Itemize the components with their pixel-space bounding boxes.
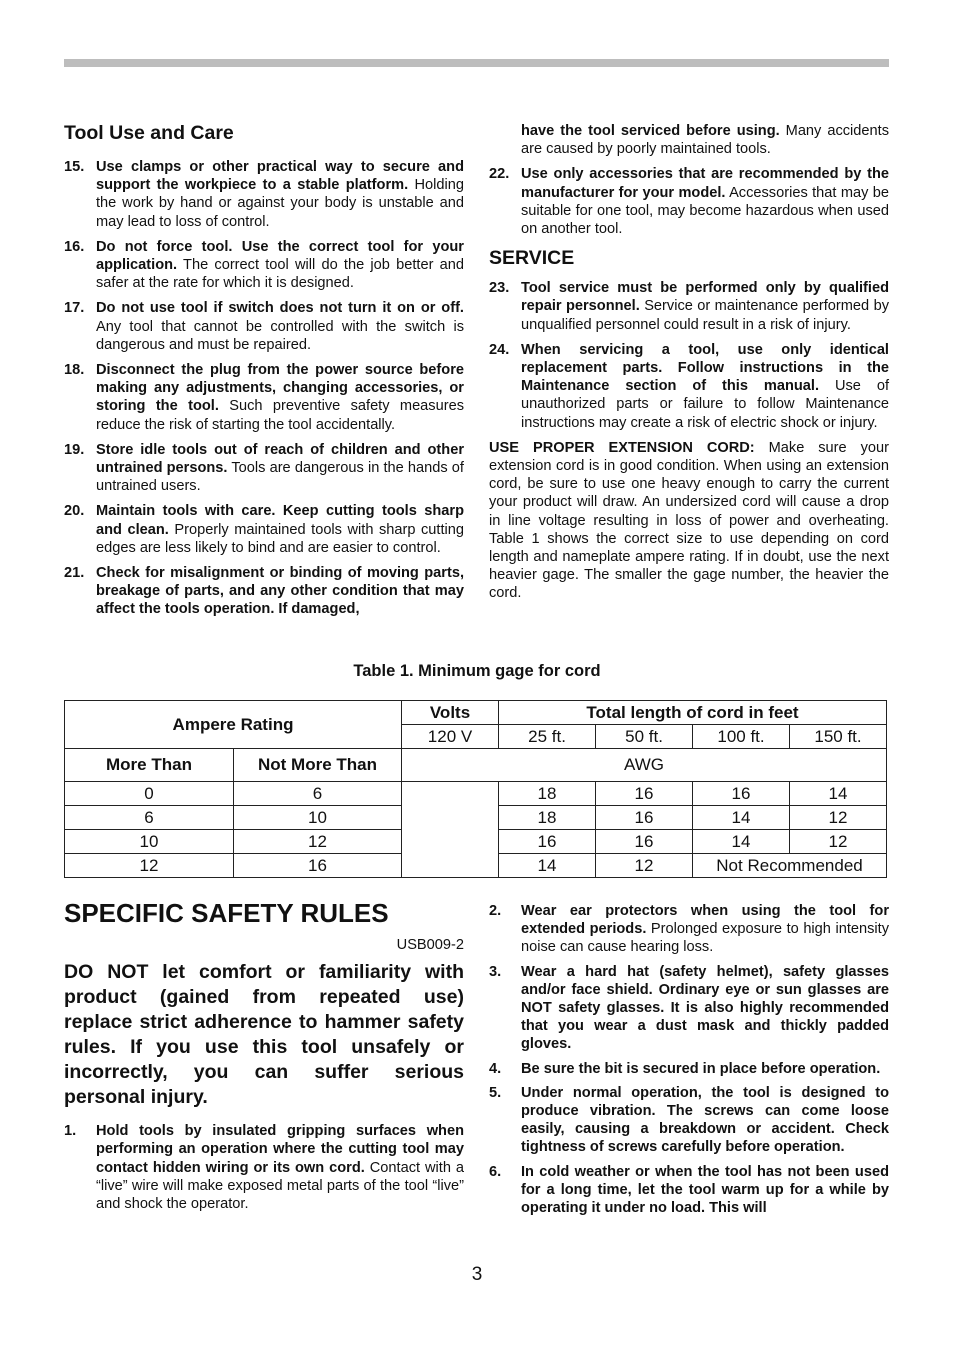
- section-heading-service: SERVICE: [489, 247, 575, 270]
- item-plain-text: Contact with a “live” wire will make exposed metal parts of the tool “live” and shock the operator.: [96, 1159, 464, 1213]
- item-text: [96, 502, 464, 557]
- cord-gage-table: [64, 700, 887, 878]
- header-rule: [64, 59, 889, 67]
- cell-more: 6: [65, 806, 234, 830]
- item-21-continuation: [489, 122, 889, 158]
- item-plain-text: Prolonged exposure to high intensity noise can cause hearing loss.: [521, 921, 889, 956]
- item-21-cont-text: Many accidents are caused by poorly maintained tools.: [521, 123, 889, 158]
- item-plain-text: Such preventive safety measures reduce the risk of starting the tool accidentally.: [96, 398, 464, 433]
- item-number: 18.: [64, 362, 85, 379]
- item-number: 17.: [64, 300, 85, 317]
- item-text: [521, 341, 889, 432]
- item-text: [96, 238, 464, 293]
- warning-paragraph: DO NOT let comfort or familiarity with product (gained from repeated use) replace strict adherence to hammer safety rules. If you use this tool unsafely or incorrectly, you can suffer serious personal injury.: [64, 961, 464, 1109]
- item-bold-text: When servicing a tool, use only identical replacement parts. Follow instructions in the Maintenance section of this manual.: [521, 341, 889, 395]
- list-item: [489, 341, 889, 432]
- extension-cord-bold: USE PROPER EXTENSION CORD:: [489, 439, 755, 456]
- item-text: Wear a hard hat (safety helmet), safety glasses and/or face shield. Ordinary eye or sun glasses are NOT safety glasses. It is also highly recommended that you wear a dust mask and thickly padded gloves.: [521, 963, 889, 1053]
- item-number: 1.: [64, 1123, 77, 1140]
- cell-25: 14: [499, 854, 596, 878]
- extension-cord-text: Make sure your extension cord is in good condition. When using an extension cord, be sure to use one heavy enough to carry the current your product will draw. An undersized cord will cause a drop in line voltage resulting in loss of power and overheating. Table 1 shows the correct size to use depending on cord length and nameplate ampere rating. If in doubt, use the next heavier gage. The smaller the gage number, the heavier the cord.: [489, 439, 889, 602]
- cell-150: 12: [790, 830, 887, 854]
- item-text: In cold weather or when the tool has not been used for a long time, let the tool warm up for a while by operating it under no load. This will: [521, 1163, 889, 1217]
- specific-rules-list: [489, 963, 889, 1218]
- table-caption: Table 1. Minimum gage for cord: [353, 662, 601, 680]
- item-text: [96, 441, 464, 496]
- cell-25: 16: [499, 830, 596, 854]
- tool-use-list: [64, 158, 464, 619]
- list-item: [489, 1163, 889, 1218]
- cell-50: 12: [596, 854, 693, 878]
- cell-100: 14: [693, 806, 790, 830]
- item-number: 20.: [64, 503, 85, 520]
- cell-not-more: 10: [234, 806, 402, 830]
- item-bold-text: Do not force tool. Use the correct tool for your application.: [96, 238, 464, 274]
- cell-150: 14: [790, 782, 887, 806]
- cell-100: 14: [693, 830, 790, 854]
- list-item: [64, 441, 464, 496]
- cell-not-more: 16: [234, 854, 402, 878]
- item-number: 2.: [489, 903, 502, 919]
- left-column-top: [64, 120, 464, 626]
- cell-50: 16: [596, 782, 693, 806]
- item-number: 6.: [489, 1163, 502, 1180]
- item-text: [96, 564, 464, 619]
- length-50: 50 ft.: [596, 725, 693, 749]
- item-plain-text: Use of unauthorized parts or failure to follow Maintenance instructions may create a risk of electric shock or injury.: [521, 378, 890, 431]
- cell-more: 12: [65, 854, 234, 878]
- list-item: [489, 1060, 889, 1078]
- header-not-more-than: Not More Than: [234, 749, 402, 782]
- cell-150: 12: [790, 806, 887, 830]
- list-item: [64, 361, 464, 434]
- item-text: [96, 158, 464, 231]
- cell-more: 0: [65, 782, 234, 806]
- cell-50: 16: [596, 806, 693, 830]
- item-number: 19.: [64, 441, 85, 458]
- list-item: [489, 279, 889, 334]
- length-100: 100 ft.: [693, 725, 790, 749]
- cell-25: 18: [499, 782, 596, 806]
- item-text: [521, 902, 889, 957]
- list-item: [489, 902, 889, 957]
- item-bold-text: Wear ear protectors when using the tool for extended periods.: [521, 903, 889, 938]
- specific-safety-title: SPECIFIC SAFETY RULES: [64, 898, 389, 928]
- item-bold-text: Do not use tool if switch does not turn it on or off.: [96, 300, 464, 317]
- list-item: [489, 963, 889, 1054]
- cell-not-more: 12: [234, 830, 402, 854]
- header-more-than: More Than: [65, 749, 234, 782]
- item-bold-text: Use only accessories that are recommended by the manufacturer for your model.: [521, 166, 889, 201]
- table-row: [65, 782, 887, 806]
- extension-cord-paragraph: [489, 439, 889, 603]
- item-plain-text: Accessories that may be suitable for one tool, may become hazardous when used on another tool.: [521, 184, 889, 238]
- list-item: [64, 564, 464, 619]
- item-number: 23.: [489, 280, 510, 297]
- item-bold-text: Hold tools by insulated gripping surfaces when performing an operation where the cutting tool may contact hidden wiring or its own cord.: [96, 1123, 464, 1176]
- item-text: Under normal operation, the tool is designed to produce vibration. The screws can come loose easily, causing a breakdown or accident. Check tightness of screws carefully before operation.: [521, 1084, 889, 1156]
- cell-volts-blank: [402, 782, 499, 878]
- volt-value: 120 V: [402, 725, 499, 749]
- item-text: [96, 361, 464, 434]
- list-item: [64, 1122, 464, 1213]
- header-ampere-rating: Ampere Rating: [65, 701, 402, 749]
- document-code: USB009-2: [396, 937, 464, 953]
- item-bold-text: Use clamps or other practical way to secure and support the workpiece to a stable platform.: [96, 159, 464, 194]
- list-item: [64, 158, 464, 231]
- item-bold-text: Store idle tools out of reach of children and other untrained persons.: [96, 441, 464, 477]
- list-item: [64, 502, 464, 557]
- header-total-length: Total length of cord in feet: [499, 701, 887, 725]
- item-bold-text: Maintain tools with care. Keep cutting tools sharp and clean.: [96, 503, 464, 538]
- item-plain-text: Tools are dangerous in the hands of untrained users.: [96, 460, 464, 495]
- item-text: [521, 279, 889, 334]
- cell-25: 18: [499, 806, 596, 830]
- cell-100: 16: [693, 782, 790, 806]
- list-item: [489, 1084, 889, 1157]
- item-plain-text: Holding the work by hand or against your body is unstable and may lead to loss of control.: [96, 177, 464, 230]
- item-number: 15.: [64, 159, 85, 175]
- header-volts: Volts: [402, 701, 499, 725]
- right-column-bottom: [489, 902, 889, 1223]
- service-list: [489, 279, 889, 432]
- item-text: [521, 165, 889, 238]
- cell-50: 16: [596, 830, 693, 854]
- item-text: [96, 299, 464, 354]
- length-150: 150 ft.: [790, 725, 887, 749]
- list-item: [64, 299, 464, 354]
- cell-not-recommended: Not Recommended: [693, 854, 887, 878]
- item-plain-text: Service or maintenance performed by unqualified personnel could result in a risk of injury.: [521, 298, 889, 333]
- section-heading-tool-use: Tool Use and Care: [64, 122, 234, 144]
- item-plain-text: Properly maintained tools with sharp cutting edges are less likely to bind and are easier to control.: [96, 521, 464, 556]
- right-column-top: [489, 122, 889, 603]
- item-number: 5.: [489, 1084, 502, 1101]
- item-number: 22.: [489, 166, 510, 183]
- item-text: [96, 1122, 464, 1213]
- item-text: Be sure the bit is secured in place before operation.: [521, 1060, 881, 1077]
- item-21-cont-bold: have the tool serviced before using.: [521, 123, 780, 139]
- item-number: 21.: [64, 565, 85, 582]
- page-number: 3: [471, 1264, 483, 1285]
- list-item: [64, 238, 464, 293]
- item-number: 16.: [64, 238, 85, 255]
- list-item: [489, 165, 889, 238]
- cell-more: 10: [65, 830, 234, 854]
- left-column-bottom: [64, 898, 464, 1220]
- item-number: 3.: [489, 963, 502, 980]
- header-awg: AWG: [402, 749, 887, 782]
- item-number: 4.: [489, 1060, 502, 1077]
- cell-not-more: 6: [234, 782, 402, 806]
- item-bold-text: Check for misalignment or binding of moving parts, breakage of parts, and any other condition that may affect the tools operation. If damaged,: [96, 565, 464, 618]
- item-plain-text: The correct tool will do the job better and safer at the rate for which it is designed.: [96, 257, 464, 292]
- length-25: 25 ft.: [499, 725, 596, 749]
- item-bold-text: Disconnect the plug from the power source before making any adjustments, changing accessories, or storing the tool.: [96, 362, 464, 415]
- item-number: 24.: [489, 341, 510, 358]
- item-plain-text: Any tool that cannot be controlled with the switch is dangerous and must be repaired.: [96, 318, 464, 353]
- item-bold-text: Tool service must be performed only by qualified repair personnel.: [521, 280, 889, 315]
